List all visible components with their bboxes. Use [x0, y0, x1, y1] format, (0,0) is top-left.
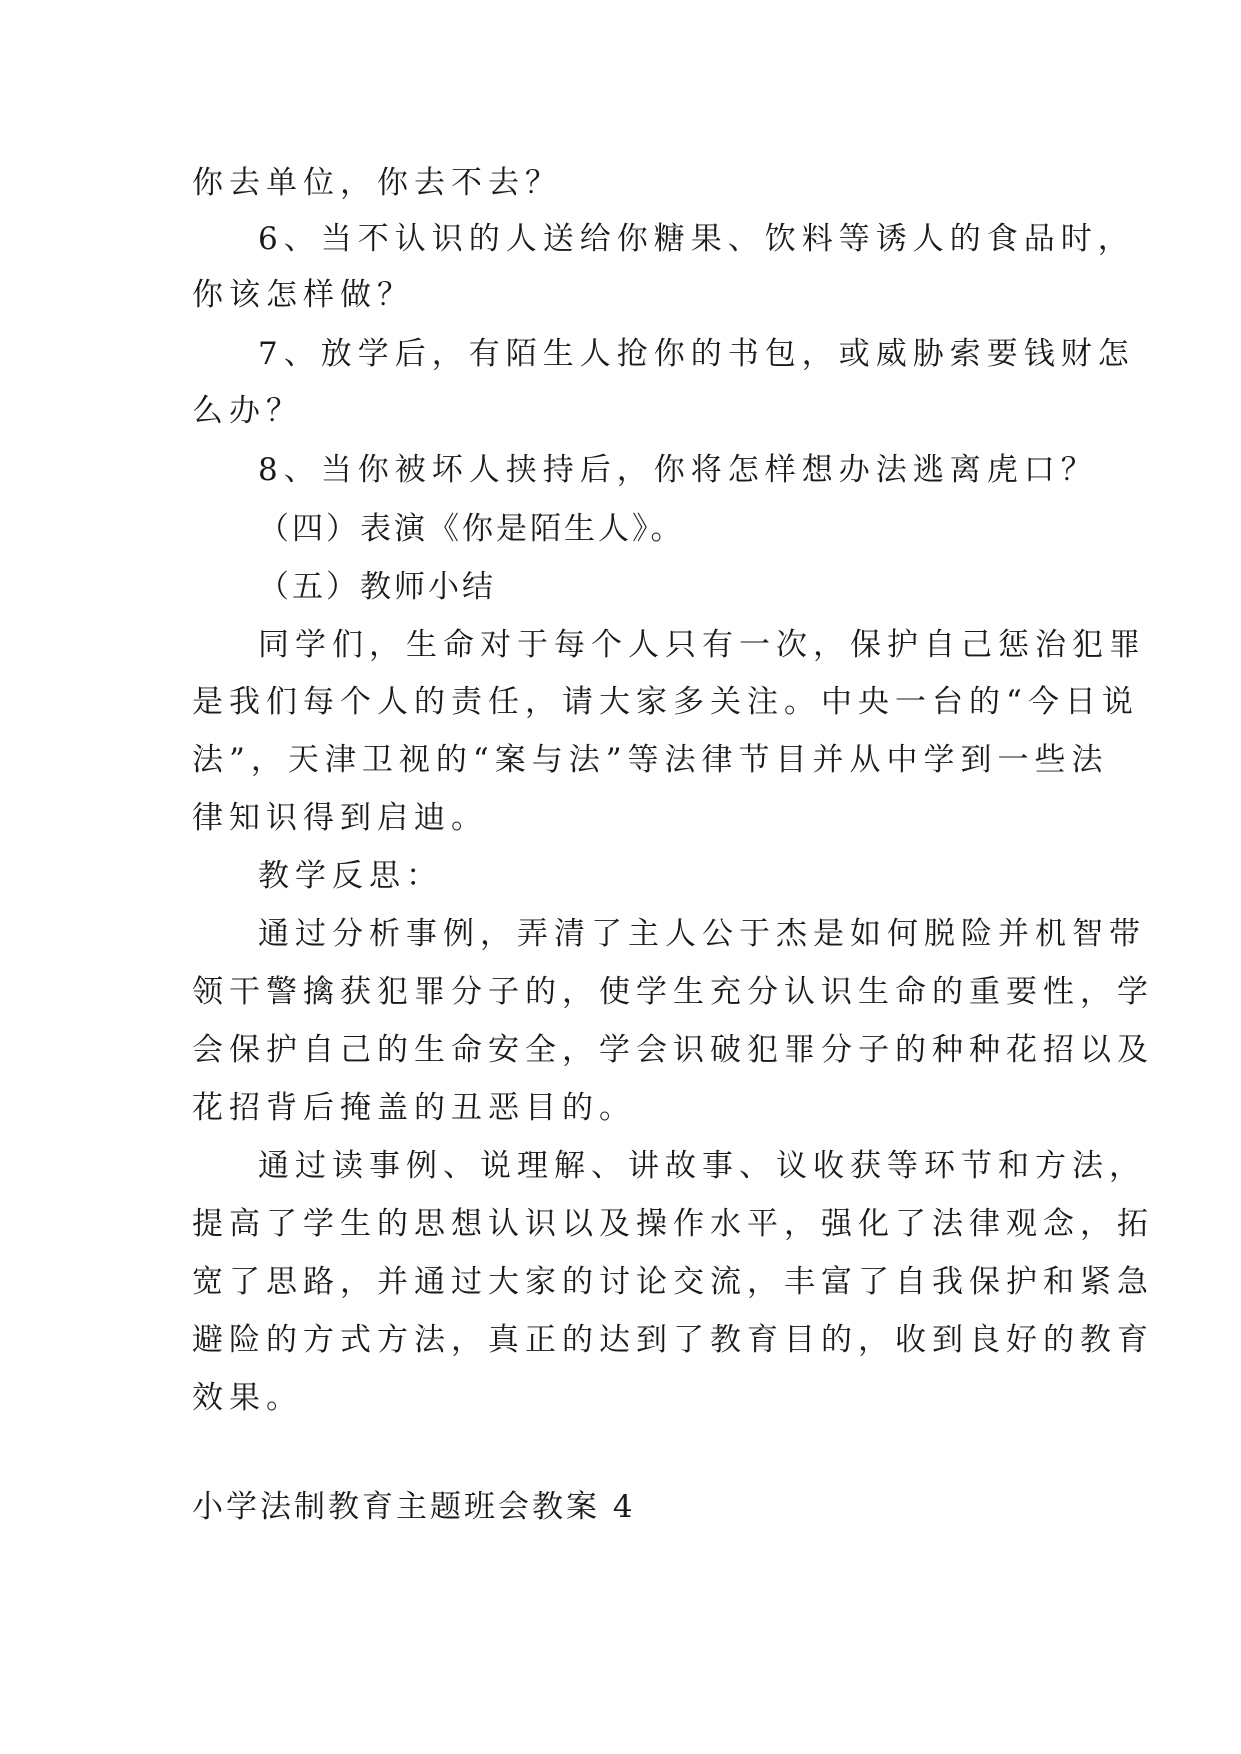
paragraph-line: 你该怎样做？	[192, 277, 414, 313]
paragraph-line: 提高了学生的思想认识以及操作水平，强化了法律观念，拓	[192, 1206, 1154, 1242]
paragraph-line: 是我们每个人的责任，请大家多关注。中央一台的“今日说	[192, 684, 1139, 720]
paragraph-line: 法”，天津卫视的“案与法”等法律节目并从中学到一些法	[192, 742, 1109, 778]
paragraph-line: 避险的方式方法，真正的达到了教育目的，收到良好的教育	[192, 1322, 1154, 1358]
section-heading: （四）表演《你是陌生人》。	[258, 511, 685, 547]
paragraph-line: 同学们，生命对于每个人只有一次，保护自己惩治犯罪	[258, 627, 1146, 663]
paragraph-line: 宽了思路，并通过大家的讨论交流，丰富了自我保护和紧急	[192, 1264, 1154, 1300]
paragraph-line: 7、放学后，有陌生人抢你的书包，或威胁索要钱财怎	[258, 336, 1135, 372]
paragraph-line: 通过分析事例，弄清了主人公于杰是如何脱险并机智带	[258, 916, 1146, 952]
section-heading: （五）教师小结	[258, 569, 496, 605]
paragraph-line: 6、当不认识的人送给你糖果、饮料等诱人的食品时，	[258, 221, 1135, 257]
paragraph-line: 8、当你被坏人挟持后，你将怎样想办法逃离虎口？	[258, 452, 1098, 488]
paragraph-line: 领干警擒获犯罪分子的，使学生充分认识生命的重要性，学	[192, 974, 1154, 1010]
section-heading: 教学反思：	[258, 858, 443, 894]
paragraph-line: 会保护自己的生命安全，学会识破犯罪分子的种种花招以及	[192, 1032, 1154, 1068]
paragraph-line: 效果。	[192, 1380, 303, 1416]
paragraph-line: 你去单位，你去不去？	[192, 165, 562, 201]
paragraph-line: 律知识得到启迪。	[192, 800, 488, 836]
paragraph-line: 通过读事例、说理解、讲故事、议收获等环节和方法，	[258, 1148, 1146, 1184]
document-heading: 小学法制教育主题班会教案 4	[192, 1489, 636, 1525]
paragraph-line: 花招背后掩盖的丑恶目的。	[192, 1090, 636, 1126]
paragraph-line: 么办？	[192, 393, 303, 429]
